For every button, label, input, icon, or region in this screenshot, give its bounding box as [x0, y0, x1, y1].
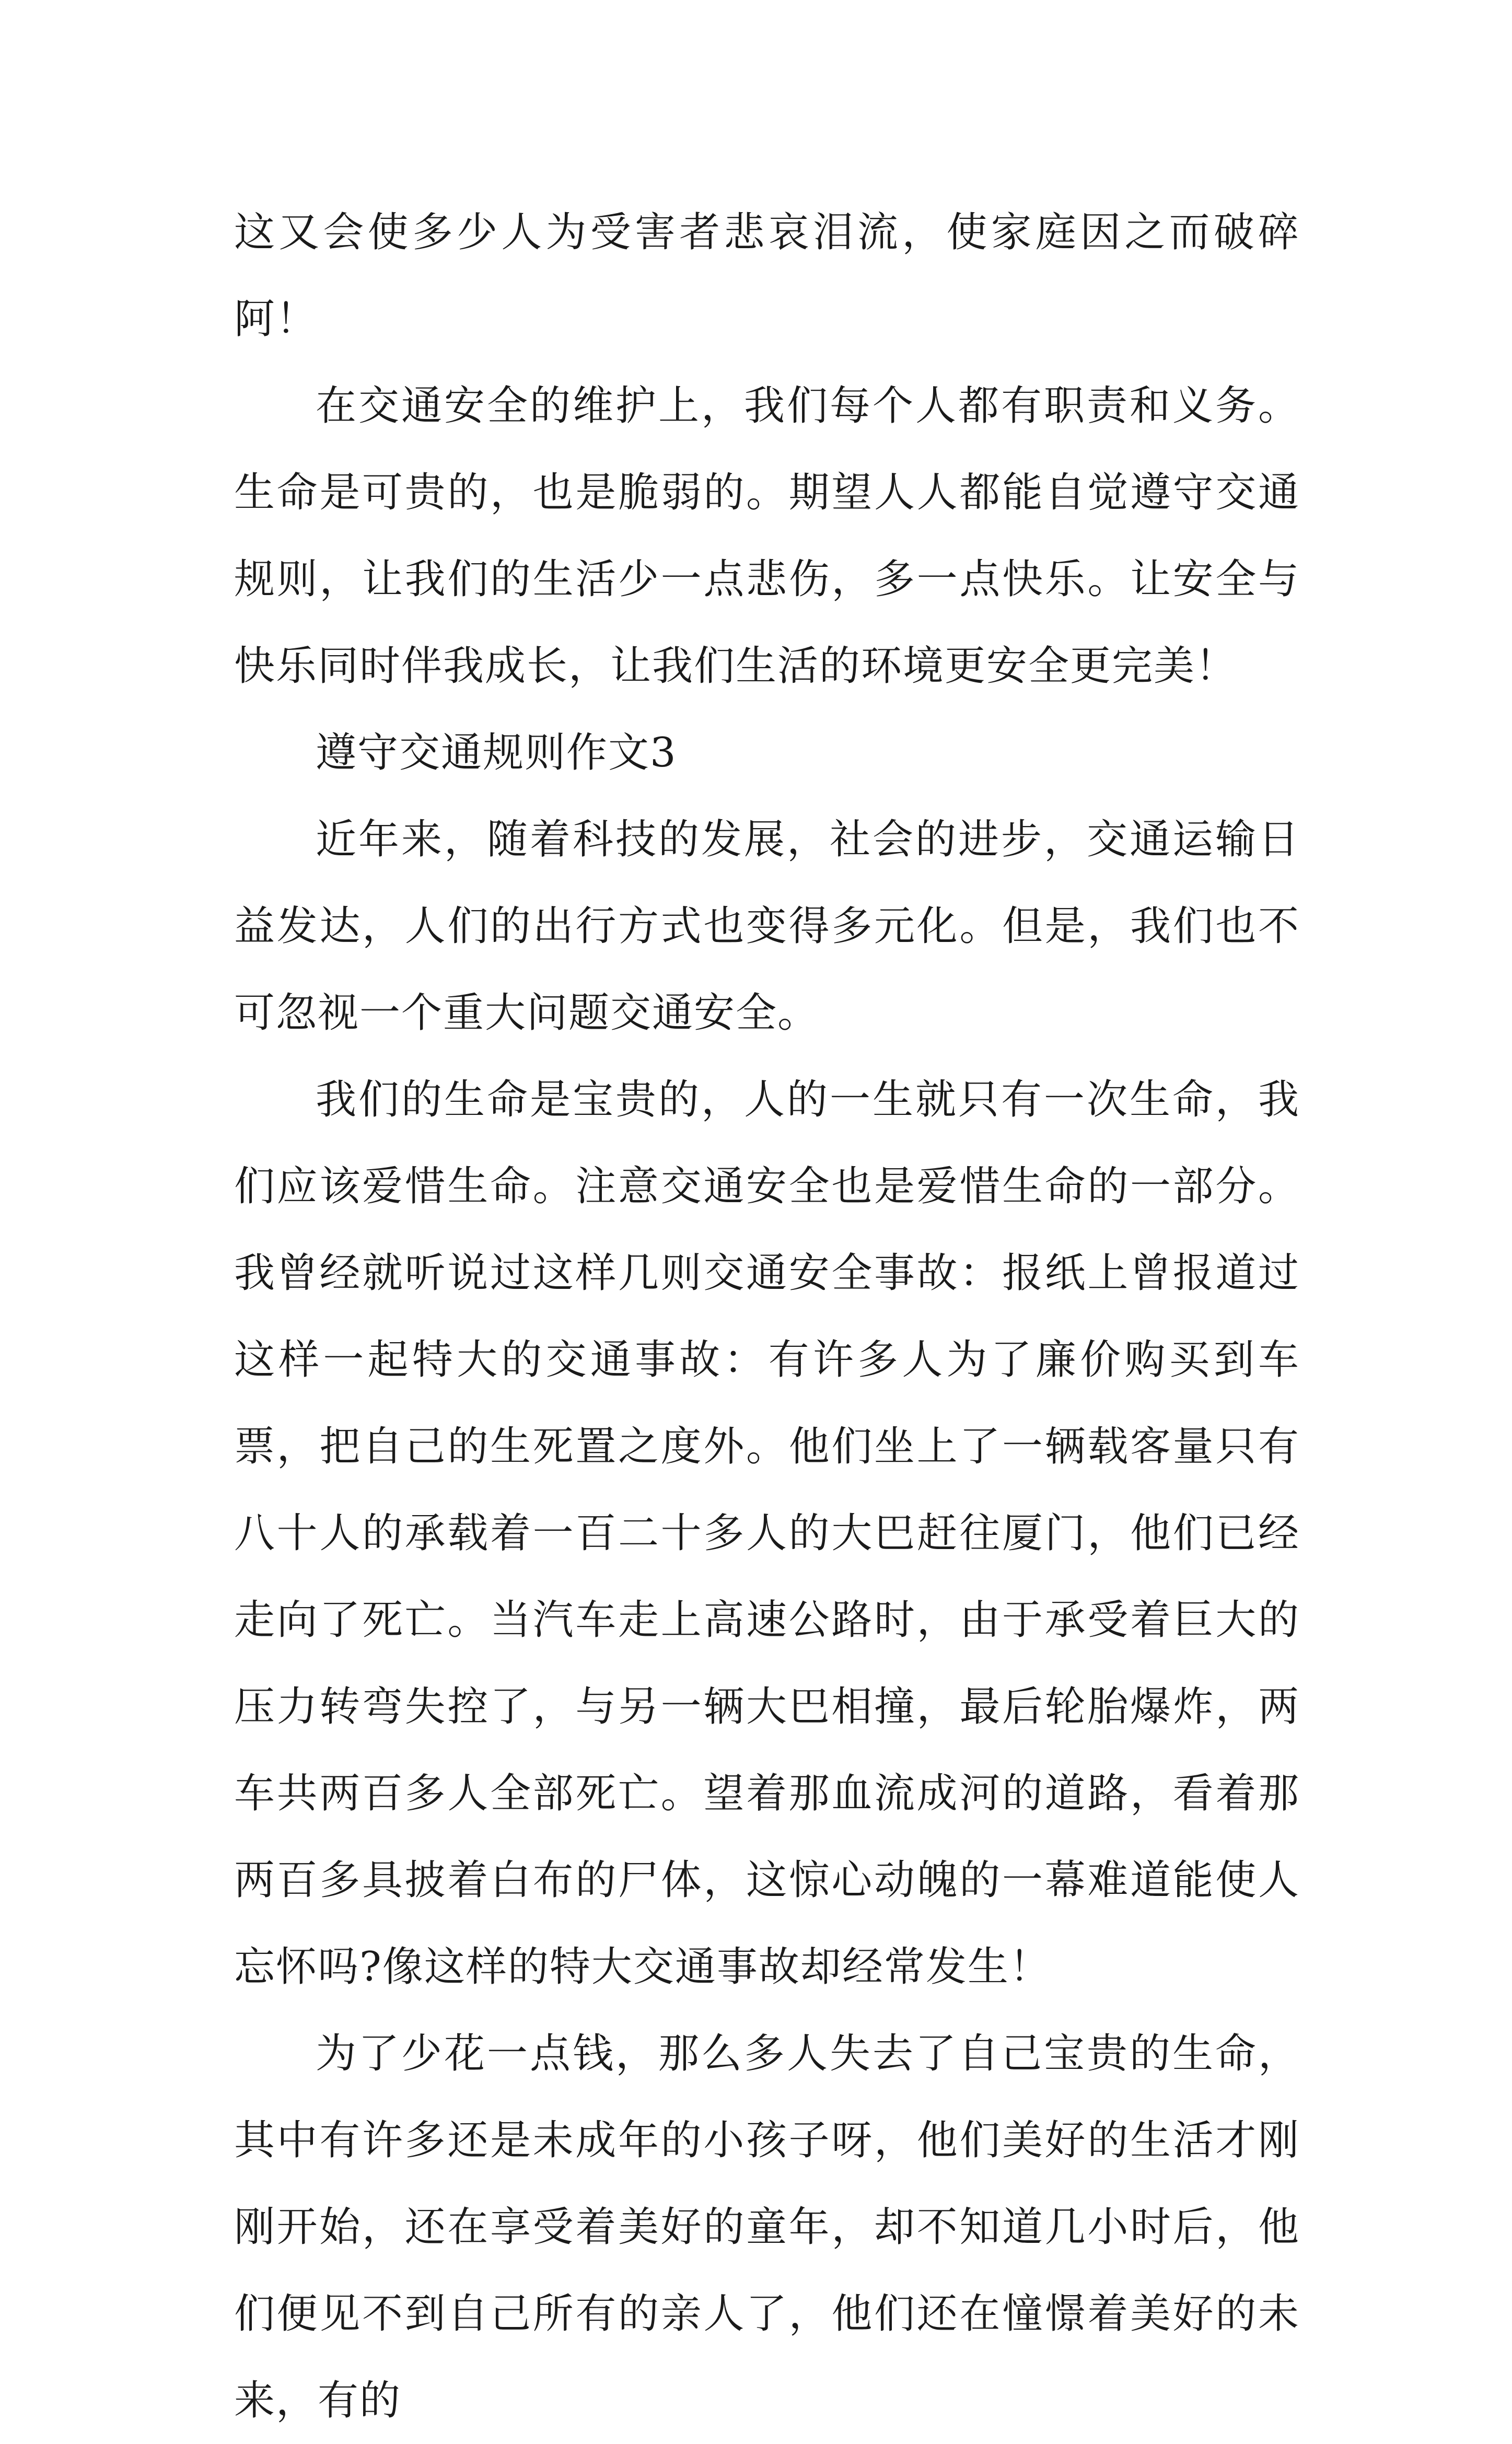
section-heading: 遵守交通规则作文3	[316, 729, 677, 776]
paragraph-4: 我们的生命是宝贵的，人的一生就只有一次生命，我们应该爱惜生命。注意交通安全也是爱惜生命的一部分。我曾经就听说过这样几则交通安全事故：报纸上曾报道过这样一起特大的交通事故：有许多人为了廉价购买到车票，把自己的生死置之度外。他们坐上了一辆载客量只有八十人的承载着一百二十多人的大巴赶往厦门，他们已经走向了死亡。当汽车走上高速公路时，由于承受着巨大的压力转弯失控了，与另一辆大巴相撞，最后轮胎爆炸，两车共两百多人全部死亡。望着那血流成河的道路，看着那两百多具披着白布的尸体，这惊心动魄的一幕难道能使人忘怀吗?像这样的特大交通事故却经常发生！	[234, 1076, 1300, 1991]
paragraph-3: 近年来，随着科技的发展，社会的进步，交通运输日益发达，人们的出行方式也变得多元化。但是，我们也不可忽视一个重大问题交通安全。	[234, 816, 1300, 1037]
document-body	[234, 189, 1300, 2444]
paragraph-2: 在交通安全的维护上，我们每个人都有职责和义务。生命是可贵的，也是脆弱的。期望人人都能自觉遵守交通规则，让我们的生活少一点悲伤，多一点快乐。让安全与快乐同时伴我成长，让我们生活的环境更安全更完美！	[234, 382, 1300, 690]
paragraph-5: 为了少花一点钱，那么多人失去了自己宝贵的生命，其中有许多还是未成年的小孩子呀，他们美好的生活才刚刚开始，还在享受着美好的童年，却不知道几小时后，他们便见不到自己所有的亲人了，他们还在憧憬着美好的未来，有的	[234, 2030, 1300, 2424]
paragraph-1: 这又会使多少人为受害者悲哀泪流，使家庭因之而破碎阿！	[234, 209, 1300, 343]
